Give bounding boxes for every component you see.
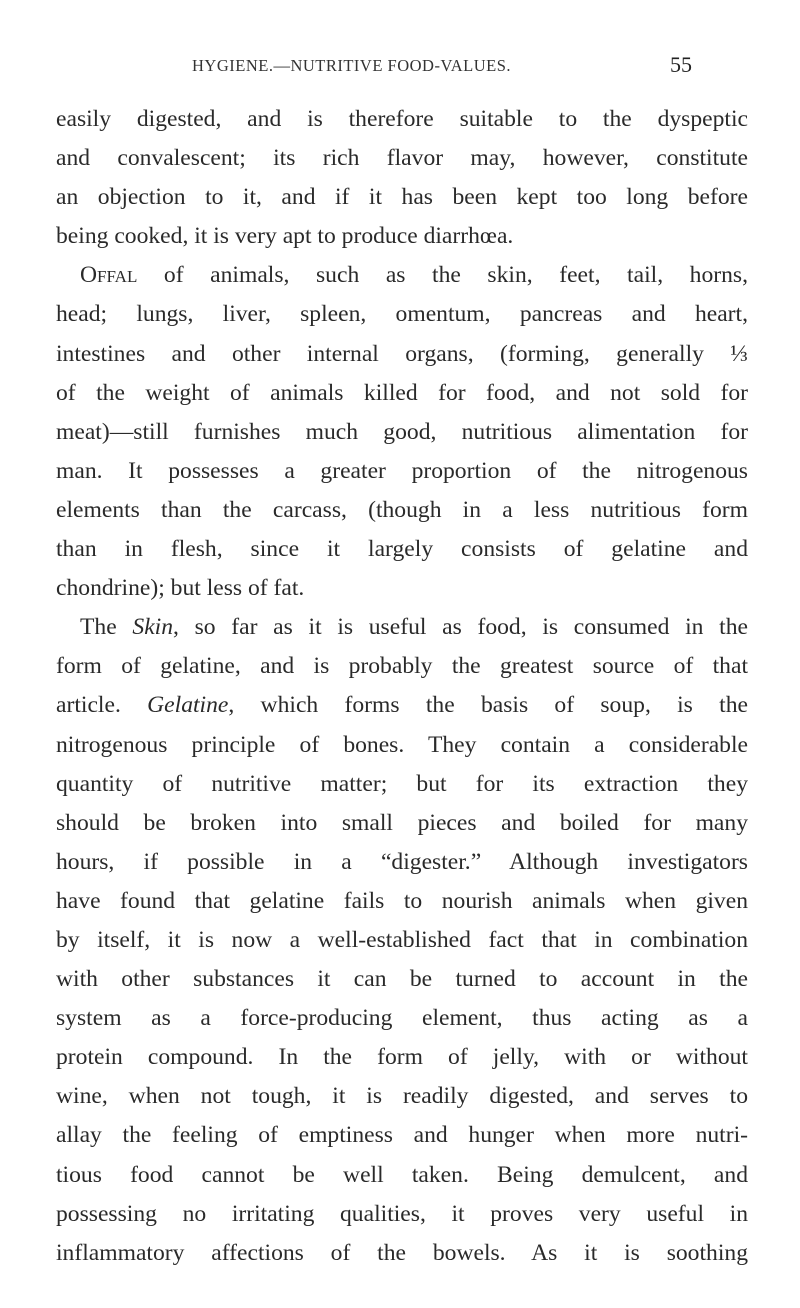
text-line: protein compound. In the form of jelly, with or without	[56, 1044, 748, 1071]
text-line: and convalescent; its rich flavor may, however, constitute	[56, 145, 748, 172]
text-line: have found that gelatine fails to nourish animals when given	[56, 887, 748, 914]
text-line: than in flesh, since it largely consists of gelatine and	[56, 536, 748, 563]
text-line: being cooked, it is very apt to produce diarrhœa.	[56, 223, 514, 250]
text-line: chondrine); but less of fat.	[56, 575, 305, 602]
italic-term: Skin	[132, 614, 174, 641]
text-run: The	[80, 614, 133, 641]
text-run: , which forms the basis of soup, is the	[228, 692, 748, 719]
text-line: by itself, it is now a well-established fact that in combination	[56, 926, 748, 953]
text-line: of the weight of animals killed for food, and not sold for	[56, 379, 748, 406]
paragraph-offal-first-line	[56, 256, 748, 295]
text-run: article.	[56, 692, 148, 719]
paragraph-skin-first-line	[56, 608, 748, 647]
text-line: elements than the carcass, (though in a less nutritious form	[56, 496, 748, 523]
italic-term: Gelatine	[147, 692, 229, 719]
text-run: , so far as it is useful as food, is consumed in the	[173, 614, 748, 641]
text-line-gelatine	[56, 686, 748, 725]
page-number: 55	[670, 52, 692, 77]
text-line: allay the feeling of emptiness and hunger when more nutri-	[56, 1122, 748, 1149]
small-caps-term: Offal	[80, 262, 138, 289]
text-line: inflammatory affections of the bowels. As it is soothing	[56, 1239, 748, 1266]
text-line: system as a force-producing element, thus acting as a	[56, 1005, 748, 1032]
text-line: wine, when not tough, it is readily digested, and serves to	[56, 1083, 748, 1110]
text-line: man. It possesses a greater proportion of the nitrogenous	[56, 457, 748, 484]
text-line: should be broken into small pieces and boiled for many	[56, 809, 748, 836]
text-line: intestines and other internal organs, (forming, generally ⅓	[56, 340, 748, 367]
text-line: head; lungs, liver, spleen, omentum, pancreas and heart,	[56, 301, 748, 328]
running-head	[0, 52, 800, 82]
text-run: of animals, such as the skin, feet, tail, horns,	[137, 262, 748, 289]
text-line: possessing no irritating qualities, it proves very useful in	[56, 1200, 748, 1227]
text-line: nitrogenous principle of bones. They contain a considerable	[56, 731, 748, 758]
text-line: hours, if possible in a “digester.” Although investigators	[56, 848, 748, 875]
text-line: quantity of nutritive matter; but for its extraction they	[56, 770, 748, 797]
text-line: tious food cannot be well taken. Being demulcent, and	[56, 1161, 748, 1188]
body-text	[56, 100, 748, 1273]
text-line: easily digested, and is therefore suitable to the dyspeptic	[56, 106, 748, 132]
running-title: HYGIENE.—NUTRITIVE FOOD-VALUES.	[192, 56, 512, 75]
text-line: an objection to it, and if it has been kept too long before	[56, 184, 748, 211]
text-line: meat)—still furnishes much good, nutritious alimentation for	[56, 418, 748, 445]
text-line: with other substances it can be turned to account in the	[56, 966, 748, 993]
text-line: form of gelatine, and is probably the greatest source of that	[56, 653, 748, 680]
